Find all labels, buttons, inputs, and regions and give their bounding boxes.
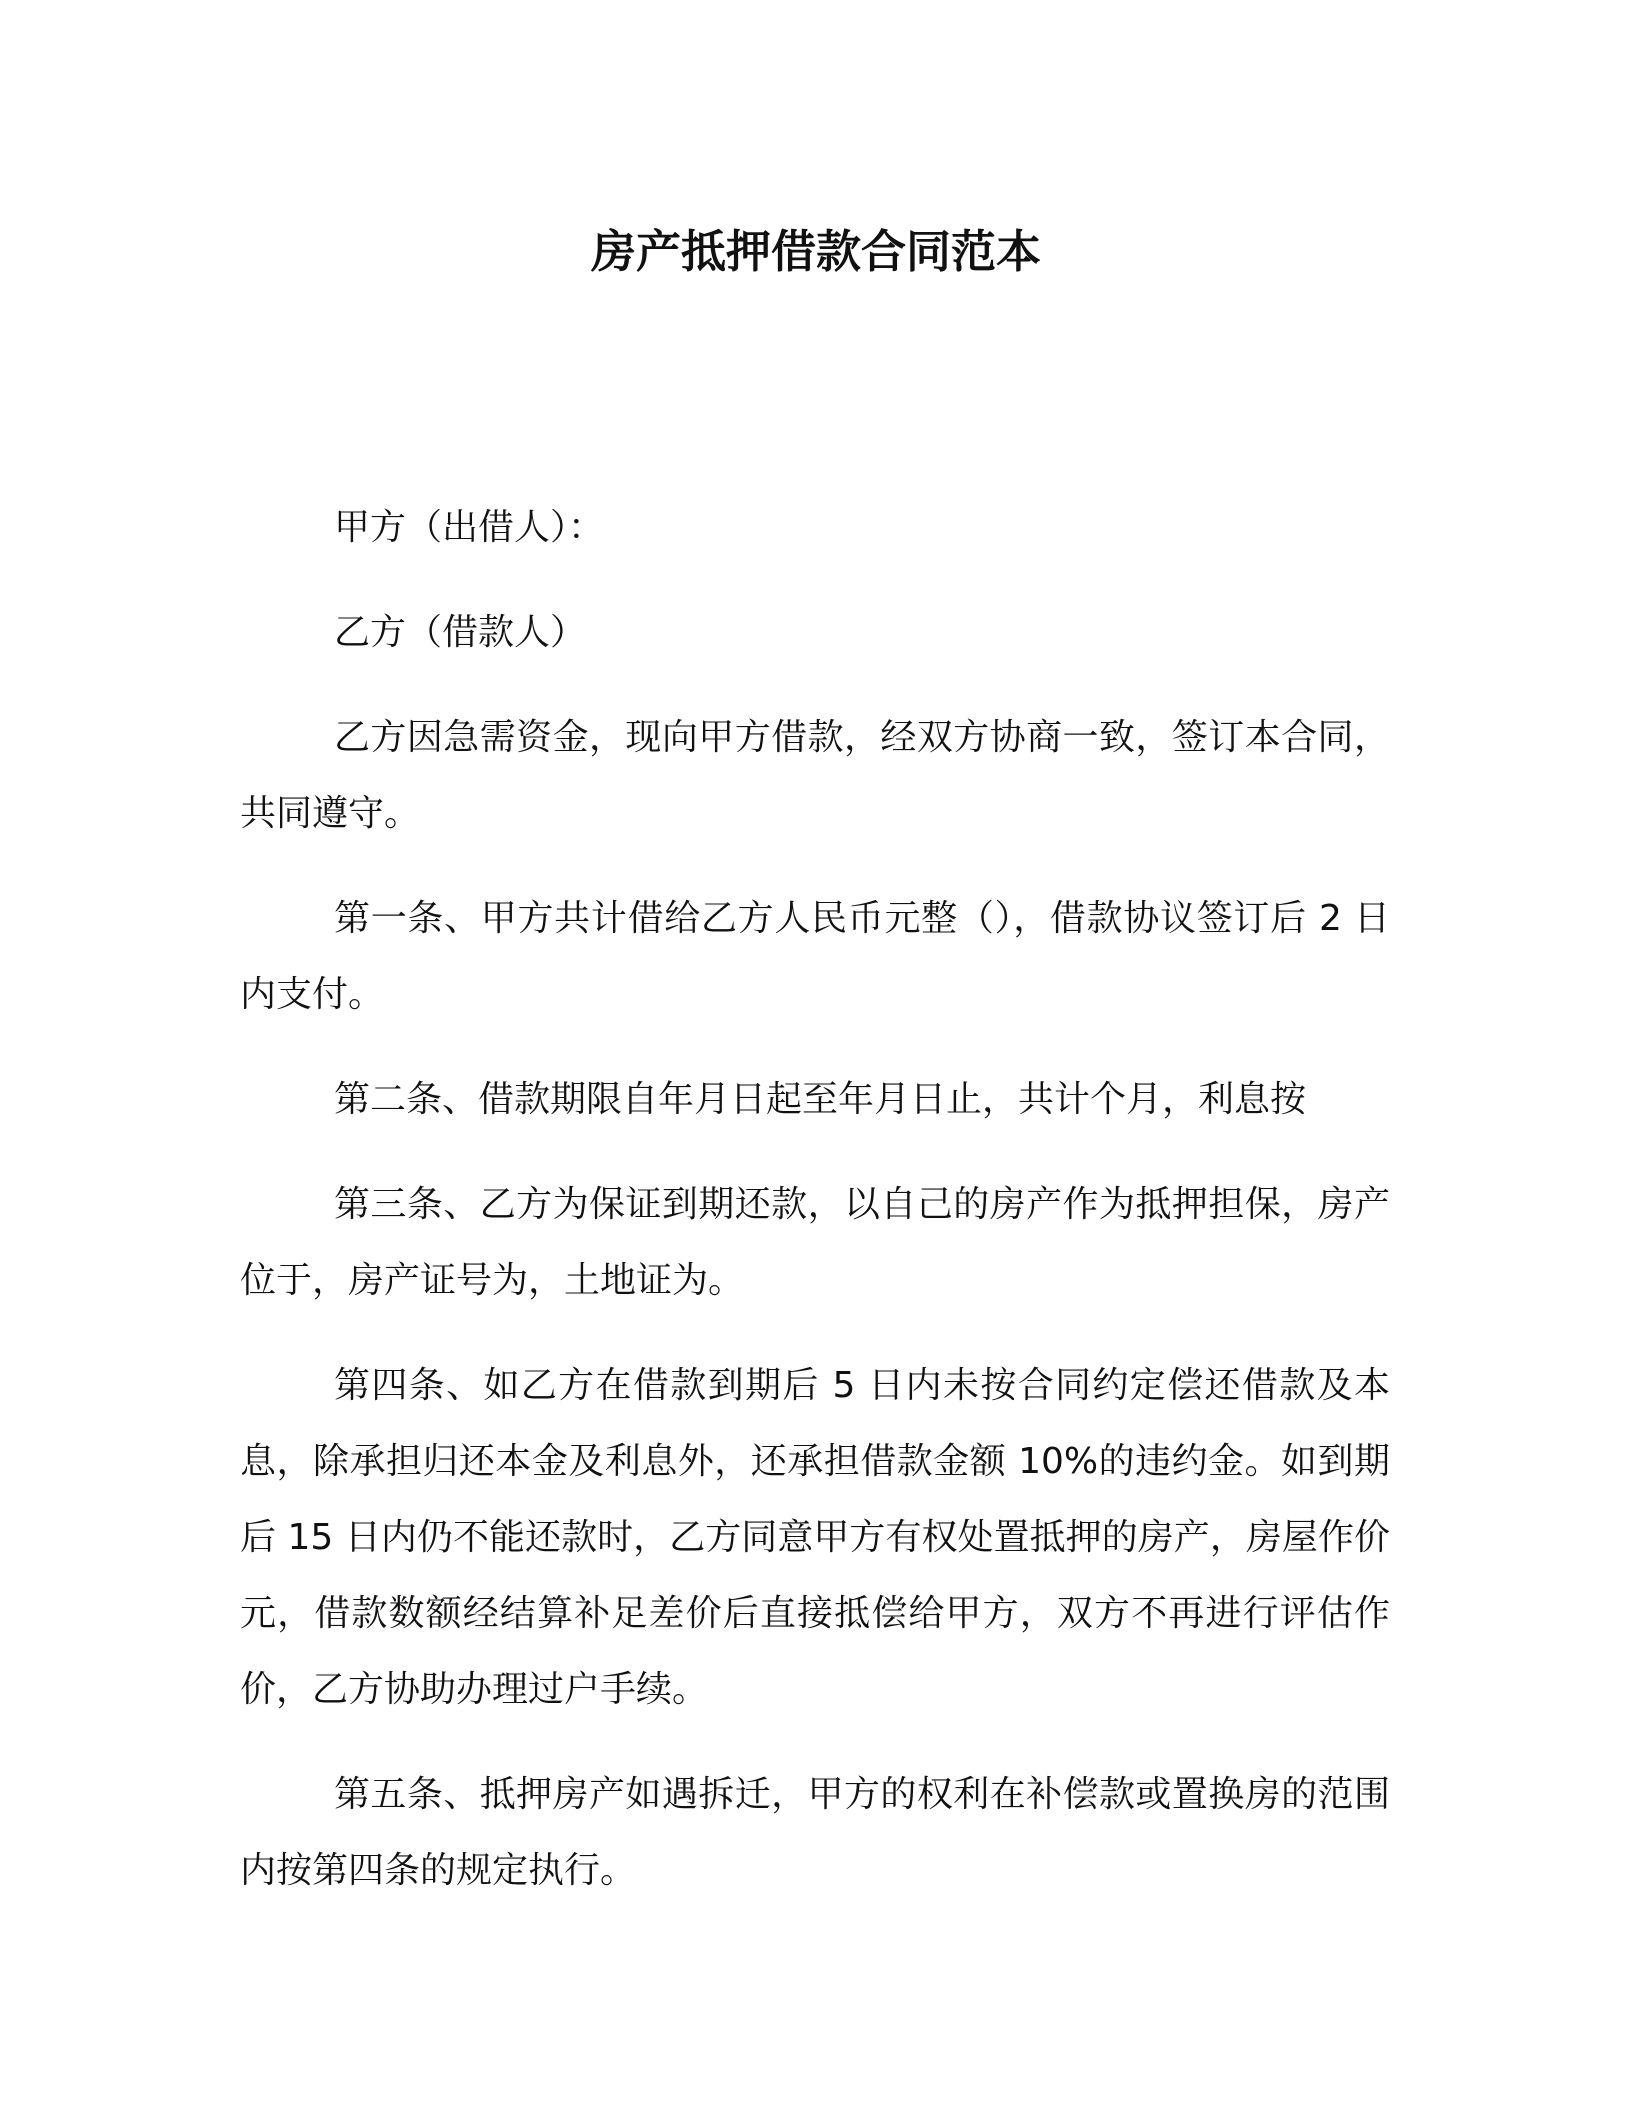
paragraph-article-4: 第四条、如乙方在借款到期后 5 日内未按合同约定偿还借款及本息，除承担归还本金及利息外，还承担借款金额 10%的违约金。如到期后 15 日内仍不能还款时，乙方同意甲方有权处置抵押的房产，房屋作价元，借款数额经结算补足差价后直接抵偿给甲方，双方不再进行评估作价，乙方协助办理过户手续。 — [240, 1365, 1390, 1710]
paragraph-article-3: 第三条、乙方为保证到期还款，以自己的房产作为抵押担保，房产位于，房产证号为，土地证为。 — [240, 1184, 1390, 1301]
paragraph-article-2: 第二条、借款期限自年月日起至年月日止，共计个月，利息按 — [334, 1079, 1307, 1120]
paragraph-article-5: 第五条、抵押房产如遇拆迁，甲方的权利在补偿款或置换房的范围内按第四条的规定执行。 — [240, 1774, 1390, 1891]
document-title: 房产抵押借款合同范本 — [590, 225, 1041, 278]
document-body — [240, 490, 1390, 1938]
paragraph-party-b: 乙方（借款人） — [334, 612, 587, 653]
paragraph-intro: 乙方因急需资金，现向甲方借款，经双方协商一致，签订本合同，共同遵守。 — [240, 717, 1390, 834]
paragraph-article-1: 第一条、甲方共计借给乙方人民币元整（），借款协议签订后 2 日内支付。 — [240, 898, 1390, 1015]
paragraph-party-a: 甲方（出借人）： — [334, 507, 605, 548]
